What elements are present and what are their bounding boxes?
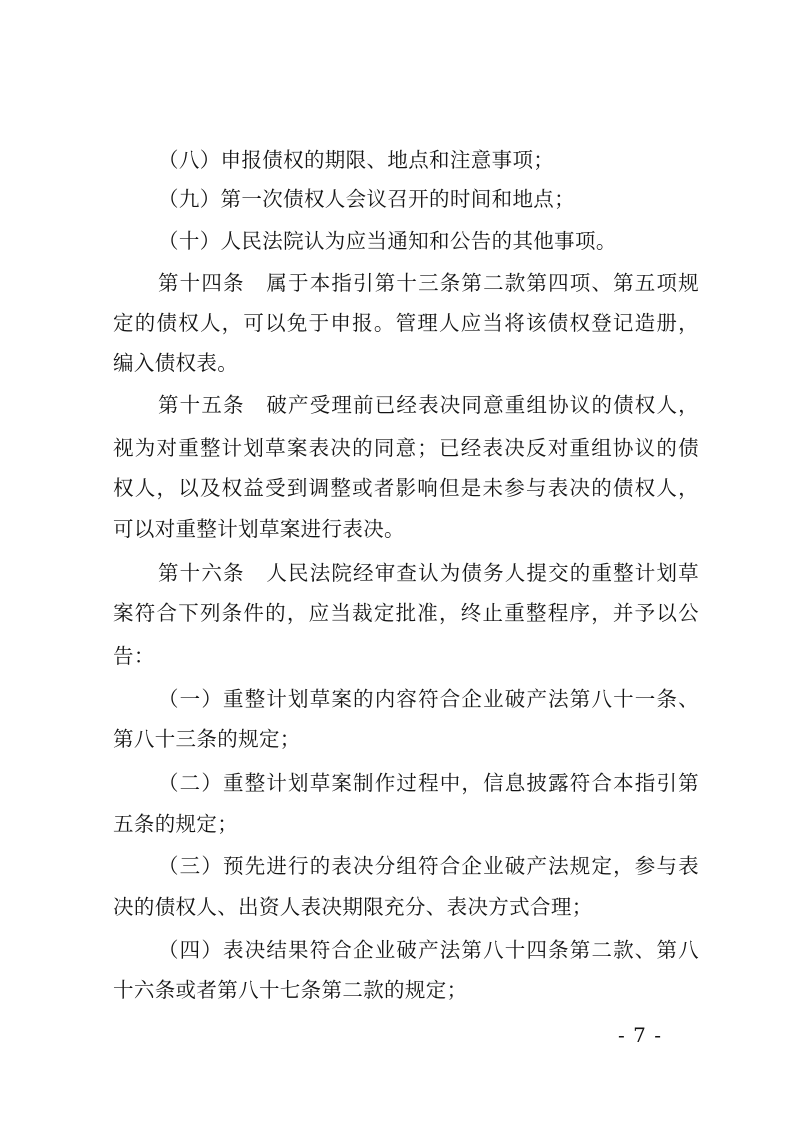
article-15-line: 权人，以及权益受到调整或者影响但是未参与表决的债权人， bbox=[113, 476, 699, 500]
paragraph-line: （十）人民法院认为应当通知和公告的其他事项。 bbox=[158, 229, 617, 253]
condition-line: 十六条或者第八十七条第二款的规定； bbox=[113, 978, 468, 1002]
condition-line: （三）预先进行的表决分组符合企业破产法规定，参与表 bbox=[158, 854, 699, 878]
page-number: - 7 - bbox=[618, 1023, 662, 1047]
condition-line: 决的债权人、出资人表决期限充分、表决方式合理； bbox=[113, 895, 593, 919]
condition-line: （一）重整计划草案的内容符合企业破产法第八十一条、 bbox=[158, 687, 699, 711]
paragraph-line: （九）第一次债权人会议召开的时间和地点； bbox=[158, 187, 575, 211]
condition-line: （四）表决结果符合企业破产法第八十四条第二款、第八 bbox=[158, 938, 699, 962]
article-16-line: 第十六条 人民法院经审查认为债务人提交的重整计划草 bbox=[158, 561, 699, 585]
article-14-line: 第十四条 属于本指引第十三条第二款第四项、第五项规 bbox=[158, 271, 699, 295]
article-14-line: 编入债权表。 bbox=[113, 351, 239, 375]
article-15-line: 可以对重整计划草案进行表决。 bbox=[113, 517, 405, 541]
condition-line: （二）重整计划草案制作过程中，信息披露符合本指引第 bbox=[158, 771, 699, 795]
condition-line: 第八十三条的规定； bbox=[113, 727, 301, 751]
article-16-line: 案符合下列条件的，应当裁定批准，终止重整程序，并予以公 bbox=[113, 601, 699, 625]
article-16-line: 告： bbox=[113, 644, 155, 668]
article-15-line: 视为对重整计划草案表决的同意；已经表决反对重组协议的债 bbox=[113, 436, 699, 460]
article-15-line: 第十五条 破产受理前已经表决同意重组协议的债权人， bbox=[158, 393, 699, 417]
condition-line: 五条的规定； bbox=[113, 812, 239, 836]
paragraph-line: （八）申报债权的期限、地点和注意事项； bbox=[158, 148, 555, 172]
article-14-line: 定的债权人，可以免于申报。管理人应当将该债权登记造册， bbox=[113, 311, 699, 335]
